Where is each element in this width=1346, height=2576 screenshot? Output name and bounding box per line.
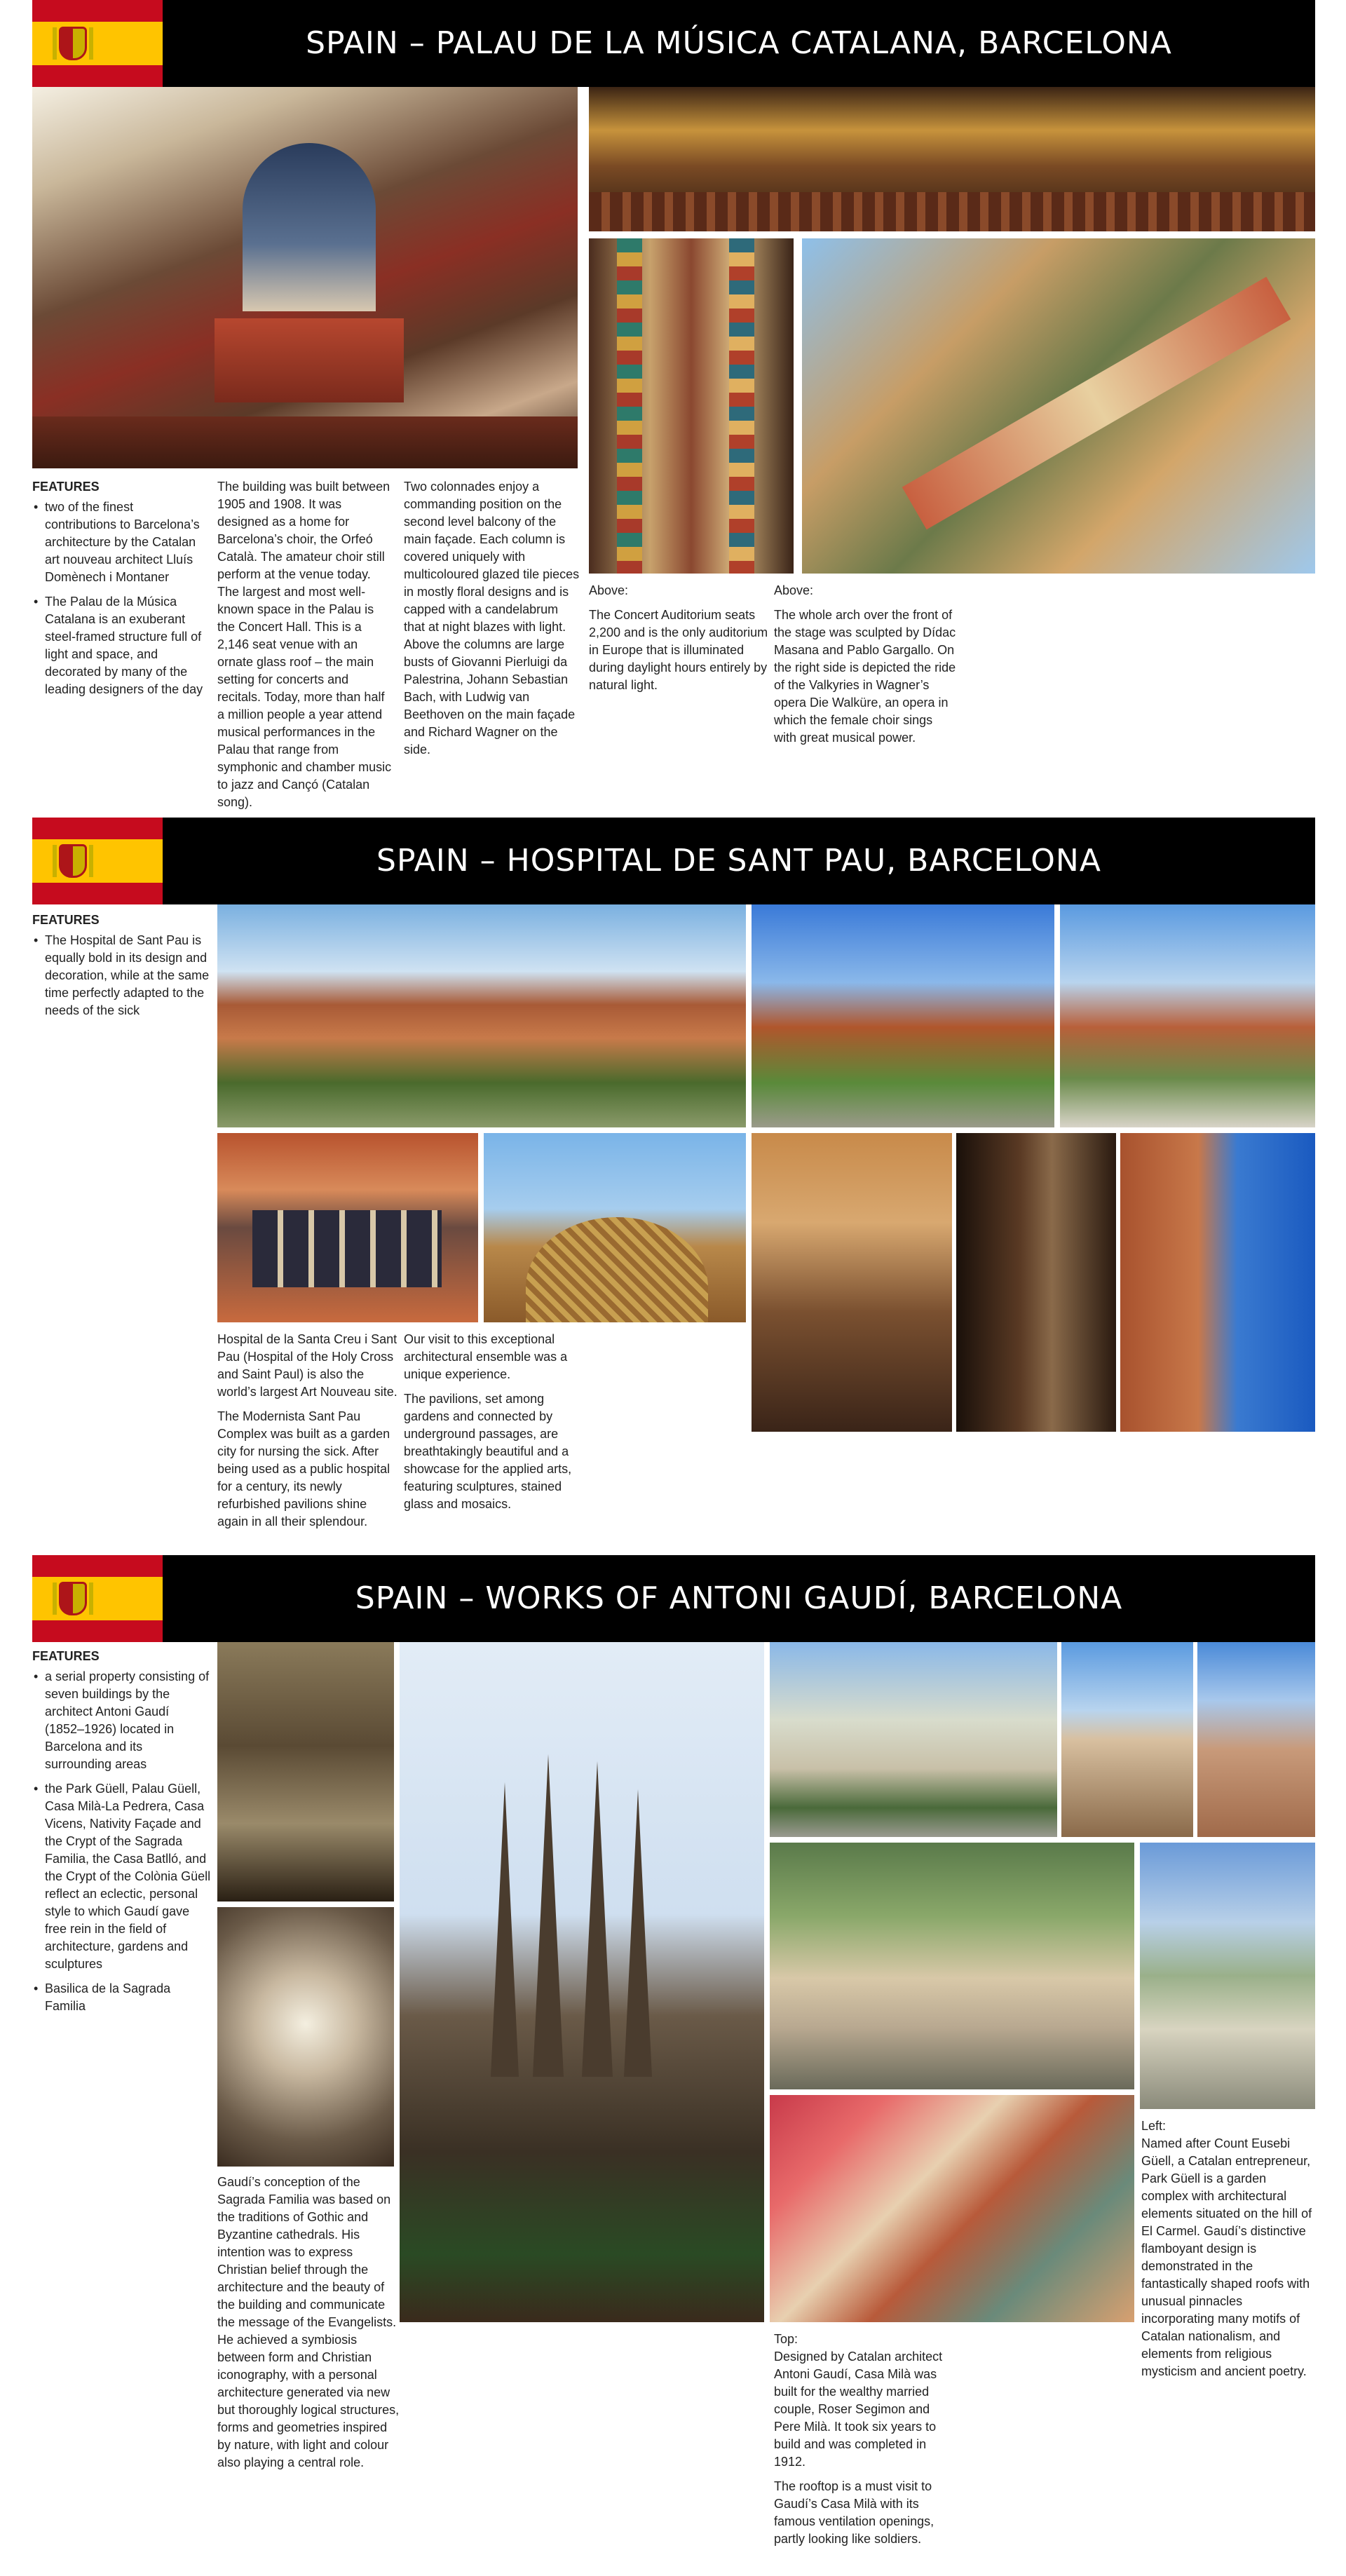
caption-text: The Concert Auditorium seats 2,200 and is the only auditorium in Europe that is illuminated during daylight hours entirely by natural light. bbox=[589, 608, 768, 692]
caption-label: Above: bbox=[589, 583, 629, 597]
tiled-dome-photo bbox=[484, 1133, 746, 1322]
facade-detail-photo bbox=[1120, 1133, 1315, 1432]
feature-item: • a serial property consisting of seven buildings by the architect Antoni Gaudí (1852–1926) located in Barcelona and its surrounding areas bbox=[45, 1668, 212, 1773]
features-block bbox=[32, 478, 206, 705]
mosaic-bench-photo bbox=[1140, 1843, 1315, 2109]
history-text: The building was built between 1905 and 1908. It was designed as a home for Barcelona’s choir, the Orfeó Català. The amateur choir still perform at the venue today. The largest and most well-known space in the Palau is the Concert Hall. This is a 2,146 seat venue with an ornate glass roof – the main setting for concerts and recitals. Today, more than half a million people a year attend musical performances in the Palau that range from symphonic and chamber music to jazz and Cançó (Catalan song). bbox=[217, 480, 392, 809]
caption-park-guell bbox=[1141, 2117, 1315, 2387]
section-title-bar bbox=[163, 0, 1315, 87]
caption-label: Top: bbox=[774, 2332, 798, 2346]
sagrada-text: Gaudí’s conception of the Sagrada Familia was based on the traditions of Gothic and Byzantine cathedrals. His intention was to express Christian belief through the architecture and the beauty of the building and communicate the message of the Evangelists. He achieved a symbiosis between form and Christian iconography, with a personal architecture generated via new but thoroughly logical structures, forms and geometries inspired by nature, with light and colour also playing a central role. bbox=[217, 2175, 400, 2469]
section-title-bar bbox=[163, 1555, 1315, 1642]
caption-label: Left: bbox=[1141, 2119, 1167, 2133]
casa-mila-photo bbox=[770, 1642, 1057, 1837]
caption-text: The whole arch over the front of the stage was sculpted by Dídac Masana and Pablo Gargallo. On the right side is depicted the ride of the Valkyries in Wagner’s opera Die Walküre, an opera in which the female choir sings with great musical power. bbox=[774, 608, 956, 745]
features-heading: FEATURES bbox=[32, 913, 100, 927]
colonnades-text: Two colonnades enjoy a commanding position on the second level balcony of the main façade. Each column is covered uniquely with multicoloured glazed tile pieces in mostly floral designs and is capped with a candelabrum that at night blazes with light. Above the columns are large busts of Giovanni Pierluigi da Palestrina, Johann Sebastian Bach, with Ludwig van Beethoven on the main façade and Richard Wagner on the side. bbox=[404, 480, 580, 757]
sagrada-familia-photo bbox=[400, 1642, 764, 2322]
feature-item: • two of the finest contributions to Barcelona’s architecture by the Catalan art nouveau architect Lluís Domènech i Montaner bbox=[45, 499, 206, 586]
spain-flag bbox=[32, 0, 163, 87]
caption-text: Named after Count Eusebi Güell, a Catalan entrepreneur, Park Güell is a garden complex with architectural elements situated on the hill of El Carmel. Gaudí’s distinctive flamboyant design is demonstrated in the fantastically shaped roofs with unusual pinnacles incorporating many motifs of Catalan nationalism, and elements from religious mysticism and ancient poetry. bbox=[1141, 2136, 1312, 2378]
features-heading: FEATURES bbox=[32, 480, 100, 494]
paragraph: The Modernista Sant Pau Complex was built as a garden city for nursing the sick. After being used as a public hospital for a century, its newly refurbished pavilions shine again in all their splendour. bbox=[217, 1409, 390, 1528]
feature-item: • the Park Güell, Palau Güell, Casa Milà-La Pedrera, Casa Vicens, Nativity Façade and the Crypt of the Sagrada Familia, the Casa Batlló, and the Crypt of the Colònia Güell reflect an eclectic, personal style to which Gaudí gave free rein in the field of architecture, gardens and sculptures bbox=[45, 1780, 212, 1973]
caption-auditorium bbox=[589, 582, 773, 701]
features-block bbox=[32, 1648, 212, 2022]
vaulted-corridor-photo bbox=[752, 1133, 952, 1432]
caption-arch bbox=[774, 582, 958, 754]
feature-item: • The Hospital de Sant Pau is equally bold in its design and decoration, while at the same time perfectly adapted to the needs of the sick bbox=[45, 932, 216, 1019]
paragraph: The pavilions, set among gardens and connected by underground passages, are breathtakingly beautiful and a showcase for the applied arts, featuring sculptures, stained glass and mosaics. bbox=[404, 1392, 572, 1511]
hospital-text-2 bbox=[404, 1331, 586, 1520]
concert-hall-photo bbox=[32, 87, 578, 468]
caption-text: The rooftop is a must visit to Gaudí’s Casa Milà with its famous ventilation openings, partly looking like soldiers. bbox=[774, 2479, 934, 2546]
hospital-panorama-photo bbox=[217, 904, 746, 1127]
coat-of-arms-icon bbox=[59, 1582, 87, 1615]
paragraph: Our visit to this exceptional architectural ensemble was a unique experience. bbox=[404, 1332, 568, 1381]
section-title: SPAIN – HOSPITAL DE SANT PAU, BARCELONA bbox=[376, 843, 1101, 879]
trencadis-mosaic-photo bbox=[770, 2095, 1134, 2322]
stained-windows-photo bbox=[217, 1133, 478, 1322]
mosaic-columns-photo bbox=[802, 238, 1315, 574]
feature-item: • Basilica de la Sagrada Familia bbox=[45, 1980, 212, 2015]
caption-text: Designed by Catalan architect Antoni Gaudí, Casa Milà was built for the wealthy married couple, Roser Segimon and Pere Milà. It took six years to build and was completed in 1912. bbox=[774, 2350, 943, 2469]
coat-of-arms-icon bbox=[59, 27, 87, 60]
spain-flag bbox=[32, 818, 163, 904]
rooftop-chimneys-photo bbox=[1061, 1642, 1193, 1837]
auditorium-panorama-photo bbox=[589, 87, 1315, 231]
pavilion-tower-photo bbox=[752, 904, 1054, 1127]
feature-item: • The Palau de la Música Catalana is an exuberant steel-framed structure full of light and space, and decorated by many of the leading designers of the day bbox=[45, 593, 206, 698]
hospital-text-1 bbox=[217, 1331, 400, 1538]
coat-of-arms-icon bbox=[59, 844, 87, 878]
pavilion-photo bbox=[1060, 904, 1315, 1127]
section-title: SPAIN – PALAU DE LA MÚSICA CATALANA, BARCELONA bbox=[306, 25, 1172, 61]
features-block bbox=[32, 911, 216, 1026]
warrior-chimney-photo bbox=[1197, 1642, 1315, 1837]
section-title-bar bbox=[163, 818, 1315, 904]
colonnade-photo bbox=[589, 238, 794, 574]
park-guell-stairs-photo bbox=[770, 1843, 1134, 2089]
spain-flag bbox=[32, 1555, 163, 1642]
sculpture-detail-photo bbox=[956, 1133, 1116, 1432]
caption-casa-mila bbox=[774, 2331, 956, 2555]
basilica-ceiling-photo bbox=[217, 1907, 394, 2167]
features-heading: FEATURES bbox=[32, 1649, 100, 1663]
paragraph: Hospital de la Santa Creu i Sant Pau (Hospital of the Holy Cross and Saint Paul) is also the world’s largest Art Nouveau site. bbox=[217, 1332, 397, 1399]
caption-label: Above: bbox=[774, 583, 814, 597]
section-title: SPAIN – WORKS OF ANTONI GAUDÍ, BARCELONA bbox=[355, 1580, 1123, 1616]
nativity-facade-photo bbox=[217, 1642, 394, 1902]
